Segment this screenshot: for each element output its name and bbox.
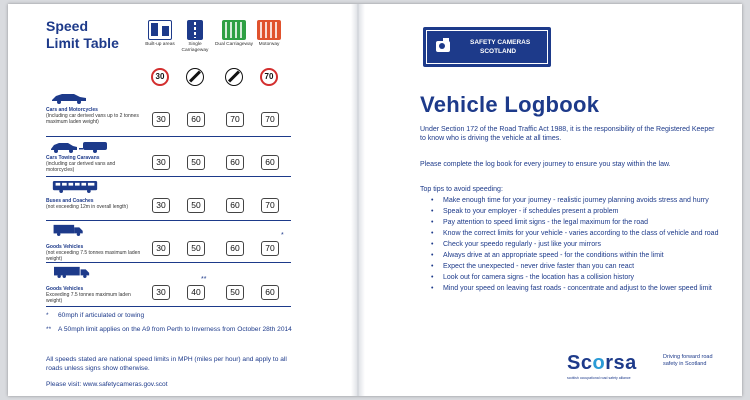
logo-tagline: Driving forward road safety in Scotland <box>663 354 713 367</box>
footnote-star: * <box>281 232 284 239</box>
speed-value: 30 <box>152 198 170 213</box>
list-item: • Check your speedo regularly - just like your mirrors <box>427 240 719 249</box>
logo-wordmark: Scorsa <box>567 352 637 374</box>
van-icon <box>50 224 88 236</box>
column-built-up: Built-up areas <box>140 20 180 48</box>
divider <box>46 306 291 307</box>
speed-value: 60 <box>187 112 205 127</box>
title-line-1: Speed <box>46 18 89 34</box>
visit-link[interactable]: Please visit: www.safetycameras.gov.scot <box>46 381 168 388</box>
national-speed-limit-sign-icon <box>225 68 243 86</box>
list-item: • Speak to your employer - if schedules present a problem <box>427 207 719 216</box>
page-fold <box>351 4 365 396</box>
camera-icon <box>436 41 450 52</box>
speed-value: 50 <box>187 198 205 213</box>
logbook-spread <box>8 4 742 396</box>
speed-value: 30 <box>152 112 170 127</box>
column-dual: Dual Carriageway <box>214 20 254 48</box>
sign-70: 70 <box>260 68 278 86</box>
speed-value: 50 <box>187 241 205 256</box>
speeds-footer: All speeds stated are national speed limits in MPH (miles per hour) and apply to all roads unless signs show otherwise. <box>46 356 287 372</box>
dual-carriageway-icon <box>222 20 246 40</box>
logo-subtitle: scottish occupational road safety alliance <box>567 376 631 380</box>
tips-list <box>427 196 719 295</box>
divider <box>46 176 291 177</box>
badge-line-2: SCOTLAND <box>480 47 517 55</box>
speed-value: 60 <box>226 155 244 170</box>
divider <box>46 262 291 263</box>
instruction-text: Please complete the log book for every journey to ensure you stay within the law. <box>420 161 671 168</box>
speed-value: 60 <box>226 198 244 213</box>
title-line-2: Limit Table <box>46 35 119 51</box>
national-speed-limit-sign-icon <box>186 68 204 86</box>
list-item: • Know the correct limits for your vehicle - varies according to the class of vehicle and road <box>427 229 719 238</box>
sign-30: 30 <box>151 68 169 86</box>
speed-limit-page <box>8 4 351 396</box>
list-item: • Pay attention to speed limit signs - the legal maximum for the road <box>427 218 719 227</box>
speed-value: 70 <box>261 112 279 127</box>
car-caravan-icon <box>50 141 110 153</box>
scorsa-logo <box>567 352 713 388</box>
speed-value: 40 <box>187 285 205 300</box>
speed-value: 30 <box>152 155 170 170</box>
footnote-2: ** A 50mph limit applies on the A9 from Perth to Inverness from October 28th 2014 <box>46 326 292 333</box>
list-item: • Expect the unexpected - never drive faster than you can react <box>427 262 719 271</box>
list-item: • Always drive at an appropriate speed - for the conditions within the limit <box>427 251 719 260</box>
speed-limit-title <box>46 18 146 52</box>
column-motorway: Motorway <box>249 20 289 48</box>
speed-value: 60 <box>261 285 279 300</box>
intro-text: Under Section 172 of the Road Traffic Act 1988, it is the responsibility of the Registered Keeper to know who is driving the vehicle at all times. <box>420 126 715 142</box>
motorway-icon <box>257 20 281 40</box>
speed-value: 50 <box>226 285 244 300</box>
divider <box>46 136 291 137</box>
vehicle-label: Cars and Motorcycles (Including car derived vans up to 2 tonnes maximum laden weight) <box>46 107 139 125</box>
speed-value: 30 <box>152 241 170 256</box>
safety-cameras-badge <box>423 27 551 67</box>
lorry-icon <box>50 266 94 278</box>
logbook-page <box>365 4 742 396</box>
bus-icon <box>50 181 100 193</box>
single-carriageway-icon <box>187 20 203 40</box>
speed-value: 50 <box>187 155 205 170</box>
column-single: Single Carriageway <box>175 20 215 53</box>
vehicle-label: Goods Vehicles (not exceeding 7.5 tonnes maximum laden weight) <box>46 244 141 262</box>
speed-value: 70 <box>261 198 279 213</box>
speed-value: 70 <box>261 241 279 256</box>
vehicle-label: Cars Towing Caravans (including car derived vans and motorcycles) <box>46 155 116 173</box>
speed-value: 70 <box>226 112 244 127</box>
footnote-1: * 60mph if articulated or towing <box>46 312 145 319</box>
speed-value: 30 <box>152 285 170 300</box>
speed-value: 60 <box>261 155 279 170</box>
list-item: • Look out for camera signs - the location has a collision history <box>427 273 719 282</box>
car-icon <box>50 92 88 104</box>
page-title: Vehicle Logbook <box>420 92 600 117</box>
divider <box>46 220 291 221</box>
list-item: • Mind your speed on leaving fast roads - concentrate and adjust to the lower speed limit <box>427 284 719 293</box>
vehicle-label: Goods Vehicles Exceeding 7.5 tonnes maximum laden weight) <box>46 286 131 304</box>
tips-heading: Top tips to avoid speeding: <box>420 186 503 193</box>
built-up-area-icon <box>148 20 172 40</box>
list-item: • Make enough time for your journey - realistic journey planning avoids stress and hurry <box>427 196 719 205</box>
speed-value: 60 <box>226 241 244 256</box>
badge-line-1: SAFETY CAMERAS <box>470 39 531 46</box>
footnote-star: ** <box>201 276 207 283</box>
vehicle-label: Buses and Coaches (not exceeding 12m in overall length) <box>46 198 128 210</box>
